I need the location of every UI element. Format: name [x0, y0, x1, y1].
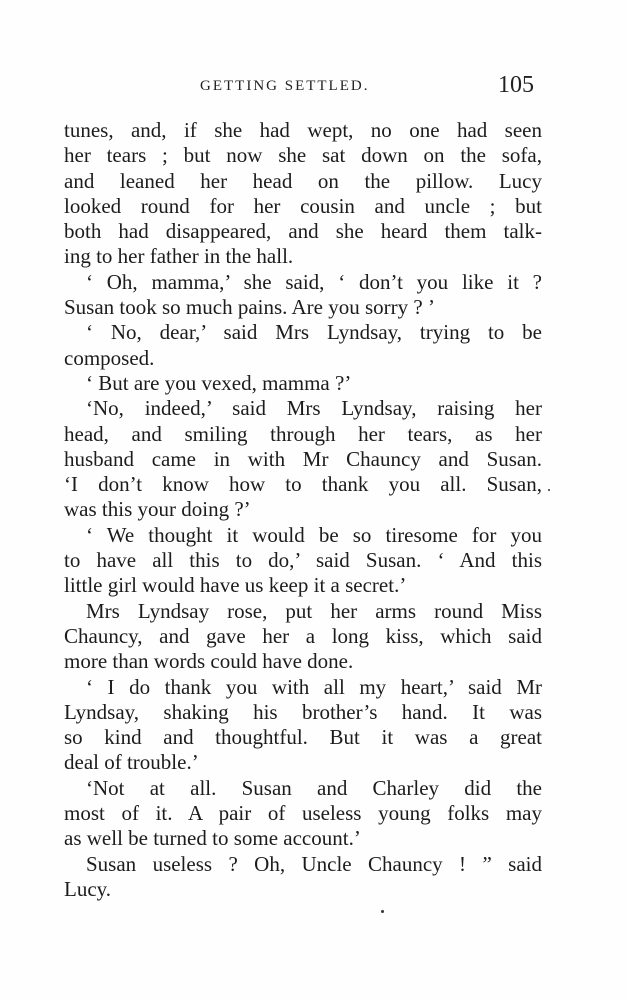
text-line: ‘ I do thank you with all my heart,’ said Mr: [86, 674, 542, 699]
body-text: [64, 118, 542, 902]
text-line: looked round for her cousin and uncle ; but: [64, 193, 542, 218]
text-line: ing to her father in the hall.: [64, 244, 294, 269]
text-line: composed.: [64, 345, 155, 370]
text-line: Susan took so much pains. Are you sorry ? ’: [64, 295, 435, 320]
text-line: little girl would have us keep it a secret.’: [64, 573, 407, 598]
text-line: more than words could have done.: [64, 649, 354, 674]
ink-speck: [548, 489, 550, 491]
text-line: Mrs Lyndsay rose, put her arms round Miss: [86, 598, 542, 623]
text-line: both had disappeared, and she heard them talk-: [64, 219, 542, 244]
text-line: deal of trouble.’: [64, 750, 199, 775]
text-line: husband came in with Mr Chauncy and Susan.: [64, 446, 542, 471]
text-line: ‘ Oh, mamma,’ she said, ‘ don’t you like it ?: [86, 269, 542, 294]
text-line: Chauncy, and gave her a long kiss, which said: [64, 623, 542, 648]
text-line: ‘I don’t know how to thank you all. Susan,: [64, 472, 542, 497]
running-head: [0, 72, 629, 102]
ink-speck: [381, 910, 384, 913]
text-line: Lucy.: [64, 876, 112, 901]
text-line: her tears ; but now she sat down on the sofa,: [64, 143, 542, 168]
running-title: GETTING SETTLED.: [200, 78, 370, 94]
text-line: to have all this to do,’ said Susan. ‘ And this: [64, 548, 542, 573]
text-line: as well be turned to some account.’: [64, 826, 361, 851]
text-line: so kind and thoughtful. But it was a great: [64, 725, 542, 750]
text-line: was this your doing ?’: [64, 497, 251, 522]
text-line: and leaned her head on the pillow. Lucy: [64, 168, 542, 193]
text-line: ‘No, indeed,’ said Mrs Lyndsay, raising her: [86, 396, 542, 421]
text-line: ‘Not at all. Susan and Charley did the: [86, 775, 542, 800]
text-line: head, and smiling through her tears, as her: [64, 421, 542, 446]
text-line: ‘ We thought it would be so tiresome for you: [86, 522, 542, 547]
text-line: tunes, and, if she had wept, no one had seen: [64, 118, 542, 142]
text-line: Lyndsay, shaking his brother’s hand. It was: [64, 699, 542, 724]
text-line: most of it. A pair of useless young folks may: [64, 801, 542, 826]
page-number: 105: [498, 72, 534, 98]
text-line: ‘ No, dear,’ said Mrs Lyndsay, trying to be: [86, 320, 542, 345]
text-line: ‘ But are you vexed, mamma ?’: [86, 370, 352, 395]
text-line: Susan useless ? Oh, Uncle Chauncy ! ” said: [86, 851, 542, 876]
